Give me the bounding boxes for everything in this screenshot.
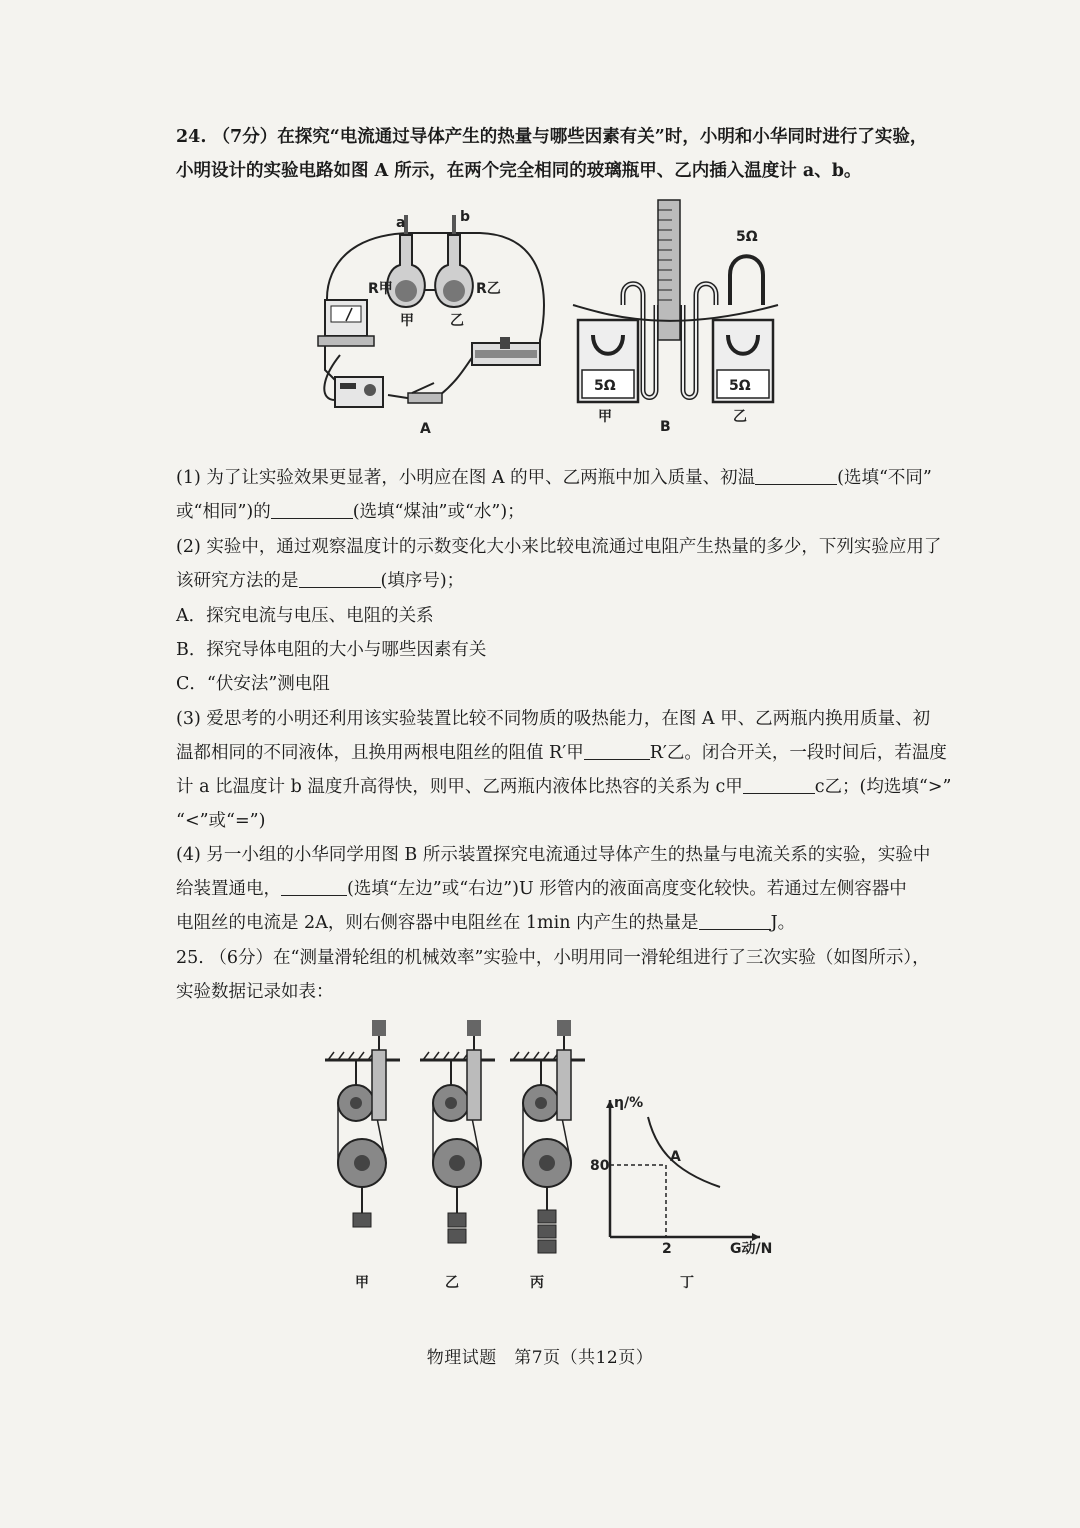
option-c: C．“伏安法”测电阻 bbox=[176, 674, 330, 694]
blank-5 bbox=[743, 775, 815, 794]
q24-part2-line1: (2) 实验中，通过观察温度计的示数变化大小来比较电流通过电阻产生热量的多少，下列实验应用了 bbox=[176, 537, 942, 557]
q24-part4-line3 bbox=[176, 910, 996, 936]
power-supply bbox=[335, 377, 383, 407]
q24-p1c: 或“相同”)的 bbox=[176, 502, 271, 522]
q24-p1b: (选填“不同” bbox=[837, 468, 932, 488]
pulley-yi bbox=[420, 1020, 495, 1243]
graph-y-axis-label: η/% bbox=[614, 1095, 644, 1111]
q24-p3d: 计 a 比温度计 b 温度升高得快，则甲、乙两瓶内液体比热容的关系为 c甲 bbox=[176, 777, 743, 797]
q24-part1-line1 bbox=[176, 465, 996, 491]
option-b: B．探究导体电阻的大小与哪些因素有关 bbox=[176, 640, 487, 660]
blank-6 bbox=[281, 877, 347, 896]
container-yi-label: 乙 bbox=[733, 409, 747, 425]
q24-part3-line1: (3) 爱思考的小明还利用该实验装置比较不同物质的吸热能力，在图 A 甲、乙两瓶内换用质量、初 bbox=[176, 709, 931, 729]
resistor-top bbox=[730, 256, 763, 305]
q24-part3-line2 bbox=[176, 740, 996, 766]
r-left-label: 5Ω bbox=[594, 378, 616, 394]
bottle-jia-label: 甲 bbox=[400, 313, 414, 329]
q24-p1a: (1) 为了让实验效果更显著，小明应在图 A 的甲、乙两瓶中加入质量、初温 bbox=[176, 468, 756, 488]
blank-7 bbox=[699, 911, 771, 930]
bottle-yi-label: 乙 bbox=[450, 313, 464, 329]
q24-p4b: 给装置通电， bbox=[176, 879, 281, 899]
graph-x-axis-label: G动/N bbox=[730, 1241, 773, 1257]
figure-pulleys bbox=[320, 1015, 780, 1300]
page-footer: 物理试题 第7页（共12页） bbox=[426, 1348, 654, 1368]
q24-p4c: (选填“左边”或“右边”)U 形管内的液面高度变化较快。若通过左侧容器中 bbox=[347, 879, 907, 899]
r-jia-label: R甲 bbox=[368, 281, 393, 297]
graph-point-a: A bbox=[670, 1149, 681, 1165]
graph-y-tick: 80 bbox=[590, 1158, 610, 1174]
blank-3 bbox=[299, 569, 381, 588]
q24-p2b: 该研究方法的是 bbox=[176, 571, 299, 591]
figure-a-label: A bbox=[420, 421, 431, 437]
pulley-jia bbox=[325, 1020, 400, 1227]
figure-b-apparatus bbox=[568, 195, 783, 445]
q24-part3-line4: “<”或“=”) bbox=[176, 811, 266, 831]
r-yi-label: R乙 bbox=[476, 281, 501, 297]
q25-header-line2: 实验数据记录如表： bbox=[176, 982, 334, 1002]
thermometer-b-label: b bbox=[460, 209, 471, 225]
pulley-bing bbox=[510, 1020, 585, 1253]
graph-x-tick: 2 bbox=[662, 1241, 672, 1257]
q24-header: 24. （7分）在探究“电流通过导体产生的热量与哪些因素有关”时，小明和小华同时进行了实验， bbox=[176, 127, 928, 147]
q24-part4-line1: (4) 另一小组的小华同学用图 B 所示装置探究电流通过导体产生的热量与电流关系的实验，实验中 bbox=[176, 845, 931, 865]
q24-header-line2: 小明设计的实验电路如图 A 所示，在两个完全相同的玻璃瓶甲、乙内插入温度计 a、b。 bbox=[176, 161, 862, 181]
q24-p2c: (填序号)； bbox=[380, 571, 465, 591]
q24-p3c: R′乙。闭合开关，一段时间后，若温度 bbox=[649, 743, 947, 763]
q24-p4e: J。 bbox=[770, 913, 796, 933]
option-a: A．探究电流与电压、电阻的关系 bbox=[176, 606, 434, 626]
q24-part4-line2 bbox=[176, 876, 996, 902]
pulley-bing-label: 丙 bbox=[530, 1275, 544, 1291]
q24-part3-line3 bbox=[176, 774, 996, 800]
q24-p3e: c乙；(均选填“>” bbox=[814, 777, 952, 797]
figure-b-label: B bbox=[660, 419, 671, 435]
pulley-jia-label: 甲 bbox=[355, 1275, 369, 1291]
q24-p1d: (选填“煤油”或“水”)； bbox=[352, 502, 525, 522]
thermometer-a-label: a bbox=[396, 215, 406, 231]
graph-ding bbox=[590, 1095, 772, 1257]
r-right-label: 5Ω bbox=[729, 378, 751, 394]
r-top-label: 5Ω bbox=[736, 229, 758, 245]
q25-header: 25. （6分）在“测量滑轮组的机械效率”实验中，小明用同一滑轮组进行了三次实验（如图所示）， bbox=[176, 948, 930, 968]
blank-1 bbox=[755, 466, 837, 485]
q24-p4d: 电阻丝的电流是 2A，则右侧容器中电阻丝在 1min 内产生的热量是 bbox=[176, 913, 699, 933]
q24-part2-line2 bbox=[176, 568, 996, 594]
blank-2 bbox=[271, 500, 353, 519]
q24-p3b: 温都相同的不同液体，且换用两根电阻丝的阻值 R′甲 bbox=[176, 743, 584, 763]
blank-4 bbox=[584, 741, 650, 760]
pulley-yi-label: 乙 bbox=[445, 1275, 459, 1291]
container-jia-label: 甲 bbox=[598, 409, 612, 425]
figure-a-circuit bbox=[300, 195, 560, 445]
graph-ding-label: 丁 bbox=[680, 1275, 694, 1291]
switch bbox=[408, 393, 442, 403]
q24-part1-line2 bbox=[176, 499, 996, 525]
